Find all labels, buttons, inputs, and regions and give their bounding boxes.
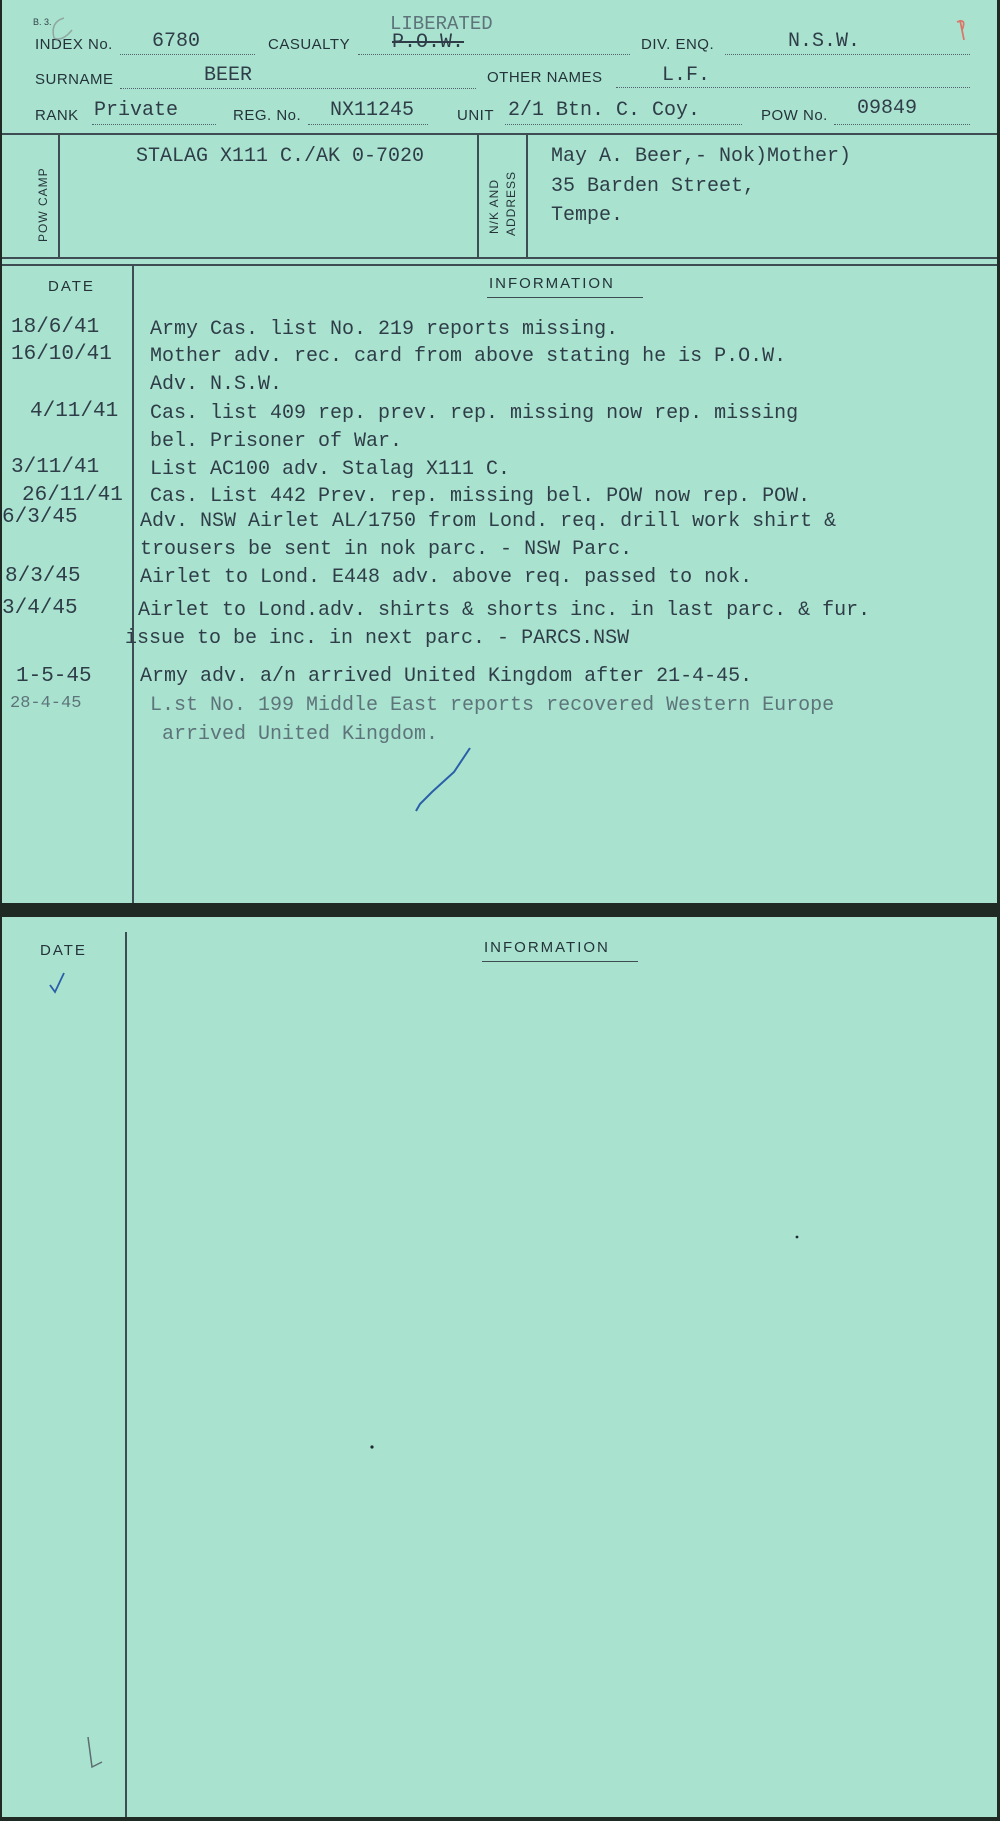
liberated-stamp: LIBERATED [390, 13, 493, 35]
index-value: 6780 [152, 30, 201, 53]
entry-date: 3/4/45 [2, 597, 78, 620]
pow-no-value: 09849 [857, 97, 918, 120]
entry-date: 16/10/41 [11, 343, 112, 366]
surname-value: BEER [204, 64, 253, 87]
entry-date: 1-5-45 [16, 665, 92, 688]
red-pencil-mark [957, 20, 964, 40]
entry-line: bel. Prisoner of War. [150, 430, 403, 453]
entry-date: 6/3/45 [2, 506, 78, 529]
pen-marks [2, 0, 997, 903]
unit-label: UNIT [457, 107, 494, 124]
form-code: B. 3. [33, 17, 52, 27]
address-label: ADDRESS [504, 170, 518, 236]
pow-camp-value: STALAG X111 C./AK 0-7020 [136, 145, 425, 168]
unit-value: 2/1 Btn. C. Coy. [508, 99, 701, 122]
blue-check-mark [50, 973, 64, 992]
address-line-1: May A. Beer,- Nok)Mother) [551, 145, 852, 168]
ink-speck [796, 1236, 799, 1239]
entry-date: 26/11/41 [22, 484, 123, 507]
address-line-2: 35 Barden Street, [551, 175, 756, 198]
index-card-front [2, 0, 997, 903]
pow-camp-label: POW CAMP [36, 167, 50, 242]
entry-line: Airlet to Lond. E448 adv. above req. passed to nok. [140, 566, 753, 589]
nk-label: N/K AND [487, 178, 501, 234]
entry-date: 4/11/41 [30, 400, 119, 423]
entry-line: Mother adv. rec. card from above stating he is P.O.W. [150, 345, 787, 368]
index-label: INDEX No. [35, 36, 113, 53]
back-pen-marks [2, 917, 997, 1817]
rank-label: RANK [35, 107, 79, 124]
entry-line: Cas. list 409 rep. prev. rep. missing now rep. missing [150, 402, 799, 425]
div-enq-value: N.S.W. [788, 30, 861, 53]
back-date-header: DATE [40, 942, 87, 959]
entry-date: 8/3/45 [5, 565, 81, 588]
entry-line: L.st No. 199 Middle East reports recovered Western Europe [150, 694, 835, 717]
date-header: DATE [48, 278, 95, 295]
pencil-scribble [88, 1737, 102, 1767]
other-names-label: OTHER NAMES [487, 69, 603, 86]
casualty-label: CASUALTY [268, 36, 351, 53]
entry-date: 18/6/41 [11, 316, 100, 339]
back-information-header: INFORMATION [484, 939, 610, 956]
entry-date: 28-4-45 [10, 694, 82, 713]
pow-no-label: POW No. [761, 107, 828, 124]
index-card-back [2, 917, 997, 1817]
entry-line: List AC100 adv. Stalag X111 C. [150, 458, 511, 481]
blue-tick-mark [416, 748, 470, 811]
entry-line: Army Cas. list No. 219 reports missing. [150, 318, 619, 341]
entry-line: Army adv. a/n arrived United Kingdom after 21-4-45. [140, 665, 753, 688]
information-header: INFORMATION [489, 275, 615, 292]
reg-no-value: NX11245 [330, 99, 415, 122]
entry-line: issue to be inc. in next parc. - PARCS.NSW [125, 627, 630, 650]
entry-line: arrived United Kingdom. [162, 723, 439, 746]
entry-line: trousers be sent in nok parc. - NSW Parc. [140, 538, 633, 561]
surname-label: SURNAME [35, 71, 114, 88]
ink-speck [370, 1445, 373, 1448]
entry-line: Airlet to Lond.adv. shirts & shorts inc. in last parc. & fur. [138, 599, 871, 622]
other-names-value: L.F. [662, 64, 711, 87]
entry-line: Adv. NSW Airlet AL/1750 from Lond. req. drill work shirt & [140, 510, 837, 533]
entry-date: 3/11/41 [11, 456, 100, 479]
address-line-3: Tempe. [551, 204, 624, 227]
casualty-value: P.O.W. [392, 31, 465, 54]
reg-no-label: REG. No. [233, 107, 302, 124]
div-enq-label: DIV. ENQ. [641, 36, 715, 53]
faint-pencil-mark [53, 18, 72, 39]
rank-value: Private [94, 99, 179, 122]
entry-line: Adv. N.S.W. [150, 373, 283, 396]
entry-line: Cas. List 442 Prev. rep. missing bel. POW now rep. POW. [150, 485, 811, 508]
